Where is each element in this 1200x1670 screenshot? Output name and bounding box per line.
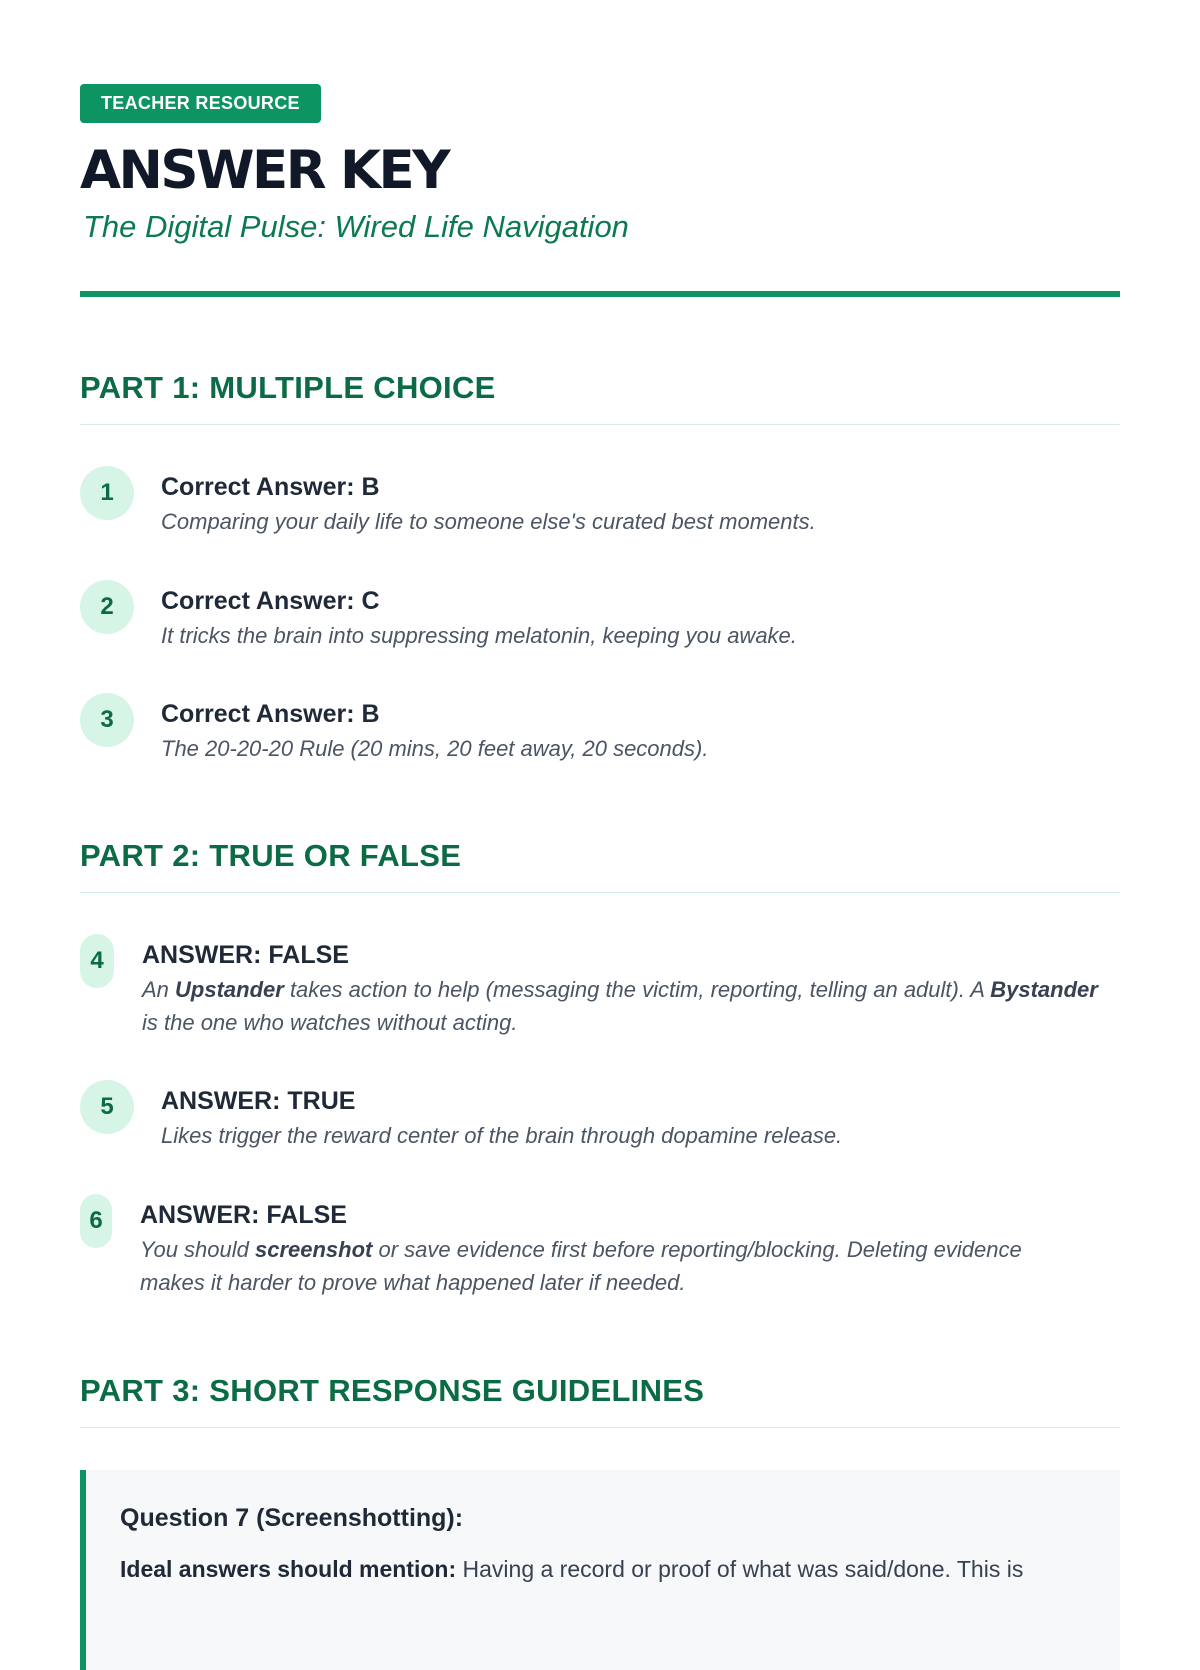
part1-divider — [80, 424, 1120, 425]
guideline-lead: Ideal answers should mention: — [120, 1556, 457, 1582]
answer-label: ANSWER: TRUE — [161, 1087, 356, 1115]
part3-divider — [80, 1427, 1120, 1428]
part2-divider — [80, 892, 1120, 893]
answer-label: Correct Answer: C — [161, 587, 380, 615]
answer-explanation: You should screenshot or save evidence first before reporting/blocking. Deleting evidence makes it harder to prove what happened later if needed. — [140, 1237, 1022, 1295]
page-subtitle: The Digital Pulse: Wired Life Navigation — [83, 209, 629, 244]
page-title: ANSWER KEY — [80, 140, 449, 201]
teacher-resource-badge: TEACHER RESOURCE — [80, 84, 321, 123]
title-divider — [80, 291, 1120, 297]
guideline-card — [80, 1470, 1120, 1670]
question-number-badge: 1 — [80, 466, 134, 520]
question-number-badge: 5 — [80, 1080, 134, 1134]
part2-title: PART 2: TRUE OR FALSE — [80, 838, 462, 873]
bystander-term: Bystander — [990, 977, 1098, 1002]
upstander-term: Upstander — [175, 977, 284, 1002]
question-number-badge: 2 — [80, 580, 134, 634]
guideline-question-title: Question 7 (Screenshotting): — [120, 1504, 464, 1532]
question-number-badge: 3 — [80, 693, 134, 747]
guideline-text: Ideal answers should mention: Having a record or proof of what was said/done. This is — [120, 1556, 1024, 1582]
answer-explanation: An Upstander takes action to help (messaging the victim, reporting, telling an adult). A Bystander is the one who watches without acting. — [142, 977, 1098, 1035]
answer-explanation: The 20-20-20 Rule (20 mins, 20 feet away, 20 seconds). — [161, 736, 709, 761]
question-number-badge: 4 — [80, 934, 114, 988]
answer-explanation: Likes trigger the reward center of the brain through dopamine release. — [161, 1123, 843, 1148]
answer-label: ANSWER: FALSE — [140, 1201, 347, 1229]
answer-label: Correct Answer: B — [161, 700, 380, 728]
answer-label: ANSWER: FALSE — [142, 941, 349, 969]
answer-label: Correct Answer: B — [161, 473, 380, 501]
answer-explanation: Comparing your daily life to someone else's curated best moments. — [161, 509, 816, 534]
question-number-badge: 6 — [80, 1194, 112, 1248]
part3-title: PART 3: SHORT RESPONSE GUIDELINES — [80, 1373, 705, 1408]
part1-title: PART 1: MULTIPLE CHOICE — [80, 370, 496, 405]
answer-explanation: It tricks the brain into suppressing melatonin, keeping you awake. — [161, 623, 797, 648]
screenshot-term: screenshot — [254, 1237, 373, 1262]
